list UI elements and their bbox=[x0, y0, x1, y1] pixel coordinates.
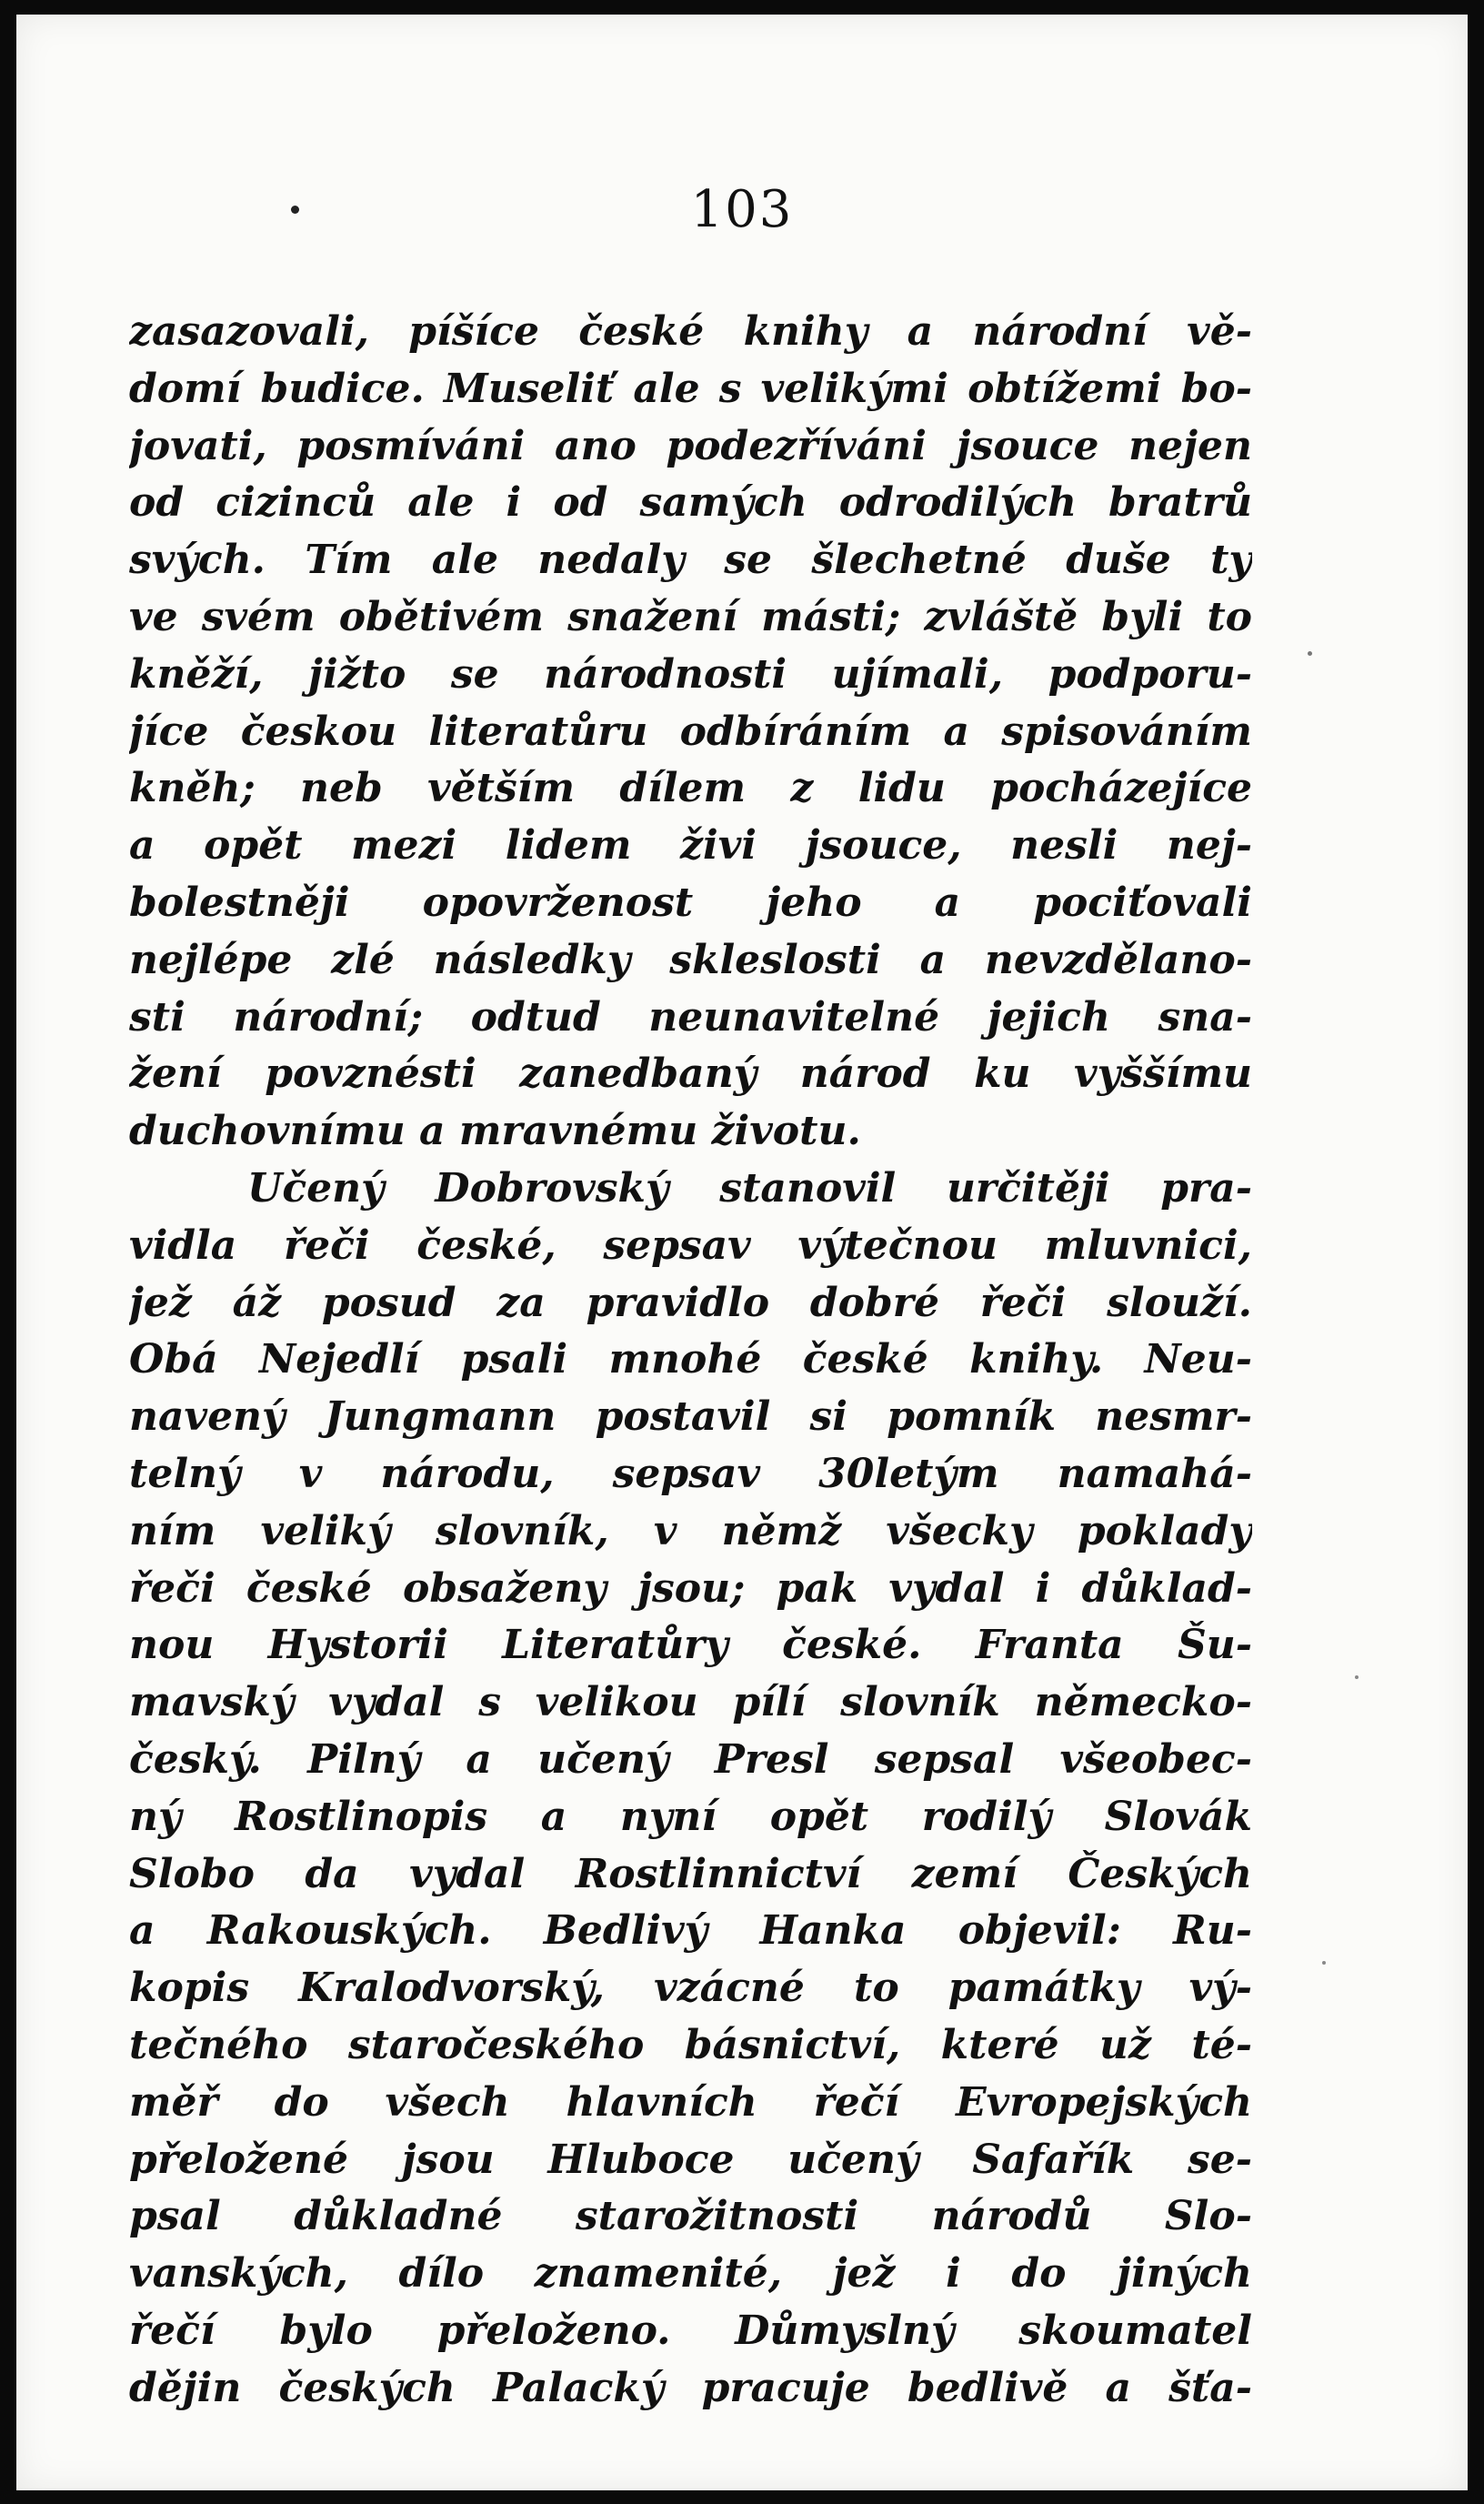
text-line: jíce českou literatůru odbíráním a spisováním bbox=[129, 708, 1252, 755]
text-line: vanských, dílo znamenité, jež i do jiných bbox=[129, 2250, 1252, 2298]
text-line: nou Hystorii Literatůry české. Franta Šu- bbox=[129, 1622, 1252, 1669]
text-line: ním veliký slovník, v němž všecky poklady bbox=[129, 1507, 1252, 1554]
text-line: kněží, jižto se národnosti ujímali, podporu- bbox=[129, 650, 1252, 698]
text-line: nejlépe zlé následky skleslosti a nevzdělano- bbox=[129, 936, 1252, 983]
text-line: dějin českých Palacký pracuje bedlivě a šťa- bbox=[129, 2364, 1252, 2411]
text-line: a Rakouských. Bedlivý Hanka objevil: Ru- bbox=[129, 1907, 1252, 1955]
text-line: jež áž posud za pravidlo dobré řeči slouží. bbox=[129, 1279, 1252, 1326]
text-line: a opět mezi lidem živi jsouce, nesli nej- bbox=[129, 822, 1252, 870]
text-line: svých. Tím ale nedaly se šlechetné duše ty bbox=[129, 537, 1252, 584]
text-line: žení povznésti zanedbaný národ ku vyššímu bbox=[129, 1051, 1252, 1098]
text-line: Slobo da vydal Rostlinnictví zemí Českých bbox=[129, 1850, 1252, 1897]
text-line: ný Rostlinopis a nyní opět rodilý Slovák bbox=[129, 1793, 1252, 1840]
text-line: psal důkladné starožitnosti národů Slo- bbox=[129, 2193, 1252, 2240]
paper-speck bbox=[1355, 1675, 1359, 1679]
text-line: řečí bylo přeloženo. Důmyslný skoumatel bbox=[129, 2307, 1252, 2354]
text-line: vidla řeči české, sepsav výtečnou mluvnici, bbox=[129, 1222, 1252, 1269]
text-line: přeložené jsou Hluboce učený Safařík se- bbox=[129, 2136, 1252, 2183]
text-line: tečného staročeského básnictví, které už té- bbox=[129, 2021, 1252, 2068]
text-line: Obá Nejedlí psali mnohé české knihy. Neu- bbox=[129, 1336, 1252, 1383]
text-line-paragraph-end: duchovnímu a mravnému životu. bbox=[129, 1108, 861, 1155]
text-line: navený Jungmann postavil si pomník nesmr- bbox=[129, 1393, 1252, 1441]
body-text bbox=[129, 304, 1252, 2417]
text-line: zasazovali, píšíce české knihy a národní vě- bbox=[129, 308, 1252, 355]
text-line: měř do všech hlavních řečí Evropejských bbox=[129, 2078, 1252, 2126]
text-line: jovati, posmíváni ano podezříváni jsouce nejen bbox=[129, 422, 1252, 469]
paper-speck bbox=[1322, 1961, 1326, 1965]
text-line: sti národní; odtud neunavitelné jejich sna- bbox=[129, 993, 1252, 1041]
text-line: kněh; neb větším dílem z lidu pocházejíce bbox=[129, 765, 1252, 812]
text-line: český. Pilný a učený Presl sepsal všeobec- bbox=[129, 1735, 1252, 1783]
text-line: řeči české obsaženy jsou; pak vydal i důklad- bbox=[129, 1564, 1252, 1612]
text-line-paragraph-start: Učený Dobrovský stanovil určitěji pra- bbox=[247, 1164, 1252, 1212]
text-line: mavský vydal s velikou pílí slovník německo- bbox=[129, 1679, 1252, 1726]
text-line: od cizinců ale i od samých odrodilých bratrů bbox=[129, 479, 1252, 527]
text-line: bolestněji opovrženost jeho a pociťovali bbox=[129, 879, 1252, 926]
page-number: 103 bbox=[690, 180, 794, 239]
book-page bbox=[16, 15, 1468, 2490]
text-line: ve svém obětivém snažení másti; zvláště byli to bbox=[129, 593, 1252, 640]
paper-speck bbox=[1308, 651, 1312, 656]
paper-speck bbox=[291, 206, 299, 214]
text-line: kopis Kralodvorský, vzácné to památky vý- bbox=[129, 1965, 1252, 2012]
text-line: domí budice. Museliť ale s velikými obtížemi bo- bbox=[129, 365, 1252, 412]
text-line: telný v národu, sepsav 30letým namahá- bbox=[129, 1450, 1252, 1497]
